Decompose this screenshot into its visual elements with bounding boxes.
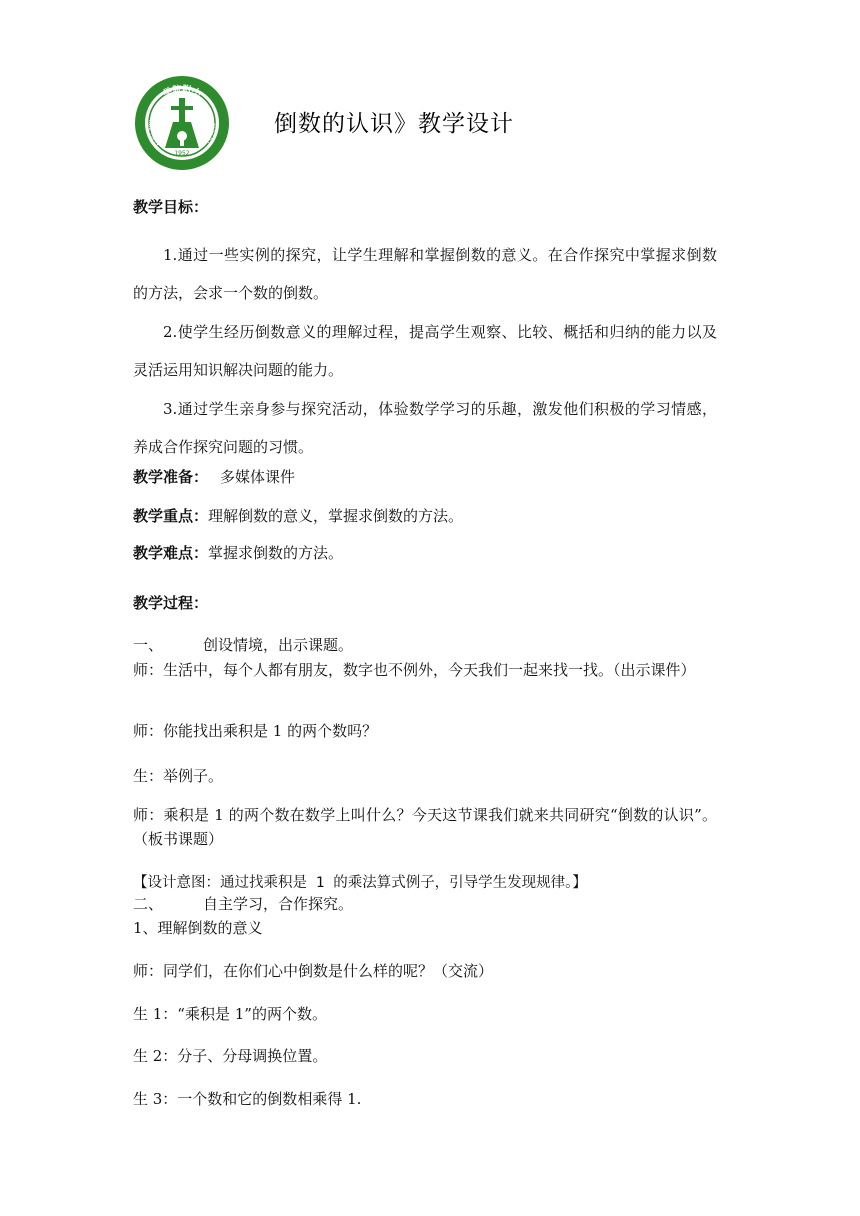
paragraph-6: 生 1：“乘积是 1”的两个数。 <box>133 1005 327 1023</box>
key-line <box>133 505 463 526</box>
subsection-1: 1、理解倒数的意义 <box>133 919 263 937</box>
process-heading: 教学过程： <box>133 594 209 612</box>
logo-top-text: 学院附小 <box>161 84 203 100</box>
logo-right-text: FU XIAO <box>205 122 218 145</box>
prep-label: 教学准备： <box>133 468 209 486</box>
goals-heading: 教学目标： <box>133 198 209 216</box>
paragraph-2: 师：你能找出乘积是 1 的两个数吗？ <box>133 722 378 740</box>
difficulty-line <box>133 542 343 563</box>
key-label: 教学重点： <box>133 507 209 525</box>
section-2-number: 二、 <box>133 895 164 913</box>
difficulty-label: 教学难点： <box>133 544 209 562</box>
section-1-heading <box>133 634 353 655</box>
paragraph-5: 师：同学们，在你们心中倒数是什么样的呢？（交流） <box>133 962 494 980</box>
logo-left-text: XUE YUAN <box>146 119 161 148</box>
section-2-heading <box>133 893 353 914</box>
paragraph-1: 师：生活中，每个人都有朋友，数字也不例外，今天我们一起来找一找。（出示课件） <box>133 661 696 679</box>
paragraph-4: 师：乘积是 1 的两个数在数学上叫什么？今天这节课我们就来共同研究“倒数的认识”。（板书课题） <box>133 806 717 848</box>
section-1-title: 创设情境，出示课题。 <box>203 636 354 654</box>
difficulty-value: 掌握求倒数的方法。 <box>208 544 344 562</box>
goal-item-2: 2.使学生经历倒数意义的理解过程，提高学生观察、比较、概括和归纳的能力以及灵活运用知识解决问题的能力。 <box>133 323 717 379</box>
section-2-title: 自主学习，合作探究。 <box>203 895 354 913</box>
goal-item-1: 1.通过一些实例的探究，让学生理解和掌握倒数的意义。在合作探究中掌握求倒数的方法，会求一个数的倒数。 <box>133 246 717 302</box>
design-note: 【设计意图：通过找乘积是 1 的乘法算式例子，引导学生发现规律。】 <box>133 875 587 891</box>
school-logo-icon <box>133 74 231 172</box>
goal-item-3: 3.通过学生亲身参与探究活动，体验数学学习的乐趣，激发他们积极的学习情感，养成合作探究问题的习惯。 <box>133 400 717 456</box>
section-1-number: 一、 <box>133 636 164 654</box>
logo-year: 1952 <box>174 150 190 157</box>
key-value: 理解倒数的意义，掌握求倒数的方法。 <box>208 507 464 525</box>
paragraph-8: 生 3：一个数和它的倒数相乘得 1. <box>133 1090 362 1108</box>
paragraph-7: 生 2：分子、分母调换位置。 <box>133 1047 328 1065</box>
page-title: 倒数的认识》教学设计 <box>274 111 514 137</box>
prep-value: 多媒体课件 <box>220 468 296 486</box>
school-logo <box>133 74 231 172</box>
prep-line <box>133 466 295 487</box>
paragraph-3: 生：举例子。 <box>133 767 224 785</box>
